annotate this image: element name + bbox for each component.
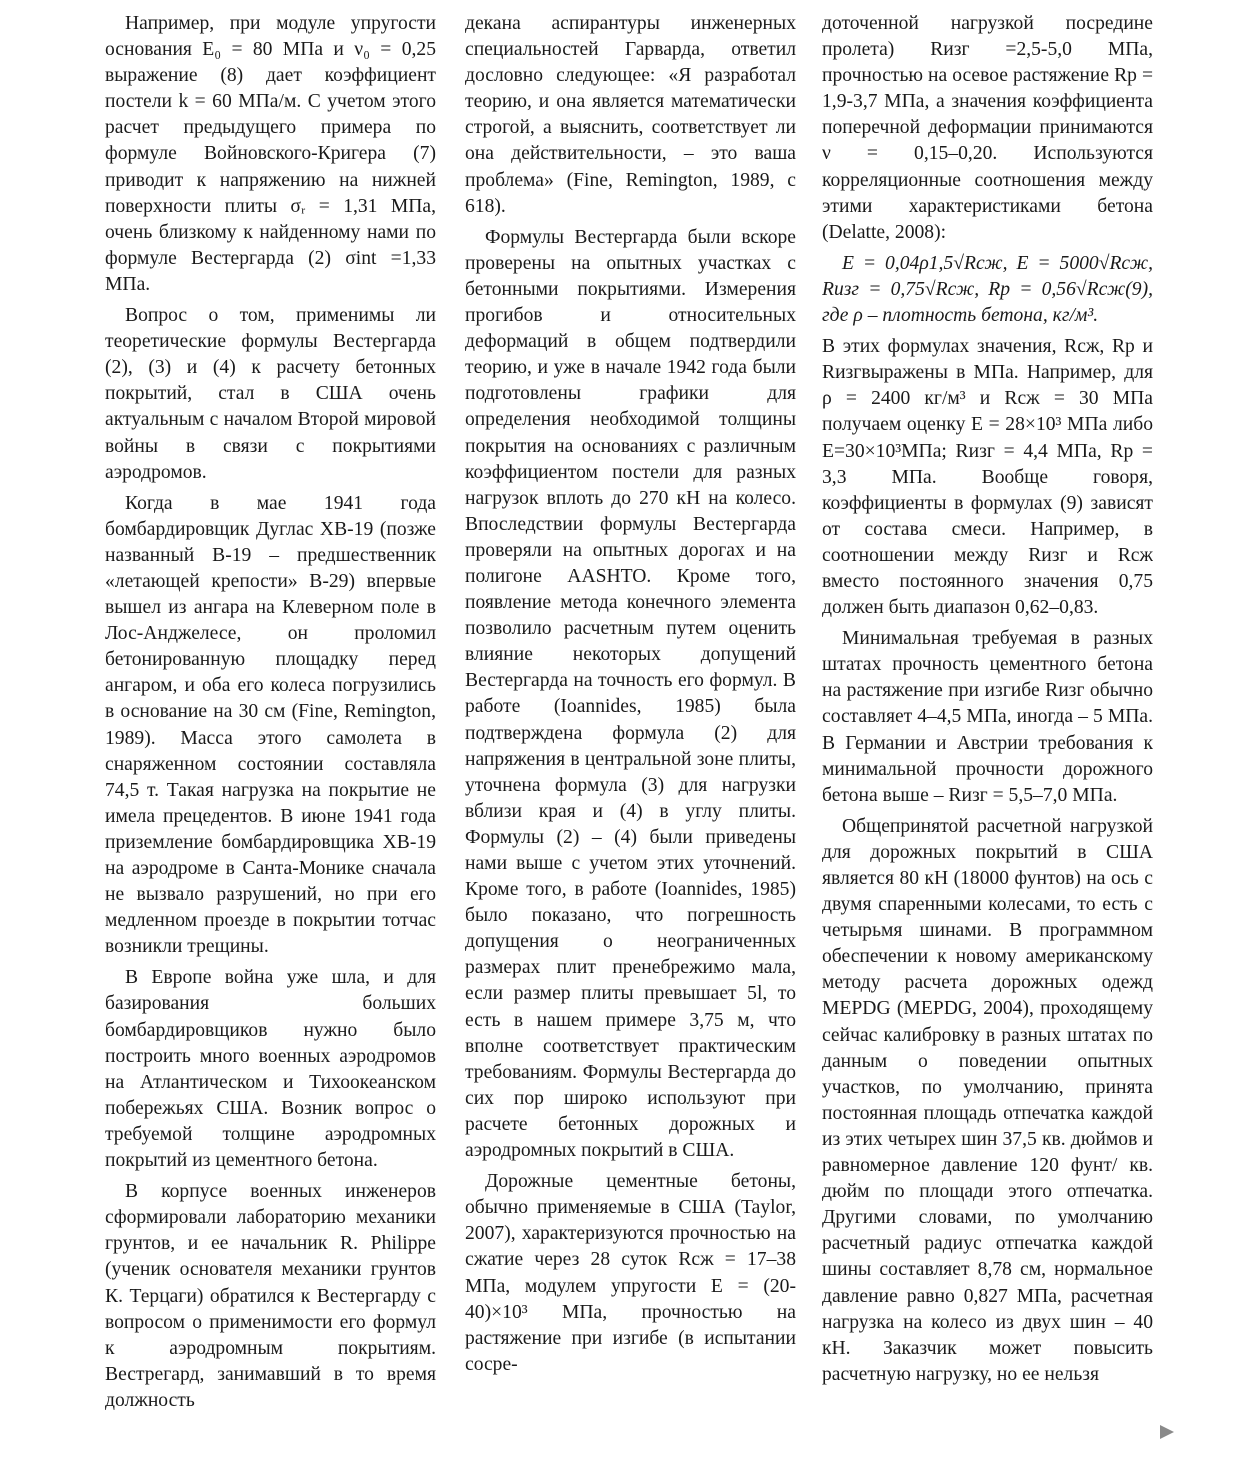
- paragraph: Дорожные цементные бетоны, обычно применяемые в США (Taylor, 2007), характеризуются прочностью на сжатие через 28 суток Rсж = 17–38 МПа, модулем упругости E = (20-40)×10³ МПа, прочностью на растяжение при изгибе (в испытании сосре-: [465, 1171, 796, 1375]
- paragraph: В Европе война уже шла, и для базирования больших бомбардировщиков нужно было построить много военных аэродромов на Атлантическом и Тихоокеанском побережьях США. Возник вопрос о требуемой толщине аэродромных покрытий из цементного бетона.: [105, 967, 436, 1172]
- continue-arrow-icon: [1160, 1425, 1174, 1439]
- paragraph: Общепринятой расчетной нагрузкой для дорожных покрытий в США является 80 кН (18000 фунтов) на ось с двумя спаренными колесами, то есть с четырьмя шинами. В программном обеспечении к новому американскому методу расчета дорожных одежд MEPDG (MEPDG, 2004), проходящему сейчас калибровку в разных штатах по данным о поведении опытных участков, по умолчанию, принята постоянная площадь отпечатка каждой из этих четырех шин 37,5 кв. дюймов и равномерное давление 120 фунт/ кв. дюйм по площади этого отпечатка. Другими словами, по умолчанию расчетный радиус отпечатка каждой шины составляет 8,78 см, нормальное давление равно 0,827 МПа, расчетная нагрузка на колесо из двух шин – 40 кН. Заказчик может повысить расчетную нагрузку, но ее нельзя: [822, 815, 1153, 1385]
- paragraph: Например, при модуле упругости основания E₀ = 80 МПа и ν₀ = 0,25 выражение (8) дает коэффициент постели k = 60 МПа/м. С учетом этого расчет предыдущего примера по формуле Войновского-Кригера (7) приводит к напряжению на нижней поверхности плиты σᵣ = 1,31 МПа, очень близкому к найденному нами по формуле Вестергарда (2) σint =1,33 МПа.: [105, 13, 436, 295]
- text-column-2: [465, 11, 796, 1463]
- text-column-1: [105, 11, 436, 1463]
- paragraph: В корпусе военных инженеров сформировали лабораторию механики грунтов, и ее начальник R. Philippe (ученик основателя механики грунтов К. Терцаги) обратился к Вестергарду с вопросом о применимости его формул к аэродромным покрытиям. Вестрегард, занимавший в то время должность: [105, 1181, 436, 1411]
- paragraph: Формулы Вестергарда были вскоре проверены на опытных участках с бетонными покрытиями. Измерения прогибов и относительных деформаций в общем подтвердили теорию, и уже в начале 1942 года были подготовлены графики для определения необходимой толщины покрытия на основаниях с различным коэффициентом постели для разных нагрузок вплоть до 270 кН на колесо. Впоследствии формулы Вестергарда проверяли на опытных дорогах и на полигоне AASHTO. Кроме того, появление метода конечного элемента позволило расчетным путем оценить влияние некоторых допущений Вестергарда на точность его формул. В работе (Ioannides, 1985) была подтверждена формула (2) для напряжения в центральной зоне плиты, уточнена формула (3) для нагрузки вблизи края и (4) в углу плиты. Формулы (2) – (4) были приведены нами выше с учетом этих уточнений. Кроме того, в работе (Ioannides, 1985) было показано, что погрешность допущения о неограниченных размерах плит пренебрежимо мала, если размер плиты превышает 5l, то есть в нашем примере 3,75 м, что вполне соответствует практическим требованиям. Формулы Вестергарда до сих пор широко используют при расчете бетонных дорожных и аэродромных покрытий в США.: [465, 226, 796, 1162]
- text-column-3: [822, 11, 1153, 1463]
- paragraph: В этих формулах значения, Rсж, Rp и Rизгвыражены в МПа. Например, для ρ = 2400 кг/м³ и Rсж = 30 МПа получаем оценку E = 28×10³ МПа либо E=30×10³МПа; Rизг = 4,4 МПа, Rp = 3,3 МПа. Вообще говоря, коэффициенты в формулах (9) зависят от состава смеси. Например, в соотношении между Rизг и Rсж вместо постоянного значения 0,75 должен быть диапазон 0,62–0,83.: [822, 336, 1153, 619]
- paragraph: Когда в мае 1941 года бомбардировщик Дуглас ХВ-19 (позже названный В-19 – предшественник «летающей крепости» В-29) впервые вышел из ангара на Клеверном поле в Лос-Анджелесе, он проломил бетонированную площадку перед ангаром, и оба его колеса погрузились в основание на 30 см (Fine, Remington, 1989). Масса этого самолета в снаряженном состоянии составляла 74,5 т. Такая нагрузка на покрытие не имела прецедентов. В июне 1941 года приземление бомбардировщика ХВ-19 на аэродроме в Санта-Монике сначала не вызвало разрушений, но при его медленном проезде в покрытии тотчас возникли трещины.: [105, 492, 436, 958]
- paragraph: декана аспирантуры инженерных специальностей Гарварда, ответил дословно следующее: «Я разработал теорию, и она является математически строгой, а выяснить, соответствует ли она действительности, – это ваша проблема» (Fine, Remington, 1989, с 618).: [465, 13, 796, 217]
- formula-paragraph: E = 0,04ρ1,5√Rсж, E = 5000√Rсж, Rизг = 0,75√Rсж, Rp = 0,56√Rсж(9), где ρ – плотность бетона, кг/м³.: [822, 252, 1153, 327]
- paragraph: Минимальная требуемая в разных штатах прочность цементного бетона на растяжение при изгибе Rизг обычно составляет 4–4,5 МПа, иногда – 5 МПа. В Германии и Австрии требования к минимальной прочности дорожного бетона выше – Rизг = 5,5–7,0 МПа.: [822, 628, 1153, 806]
- paragraph: Вопрос о том, применимы ли теоретические формулы Вестергарда (2), (3) и (4) к расчету бетонных покрытий, стал в США очень актуальным с началом Второй мировой войны в связи с покрытиями аэродромов.: [105, 305, 436, 483]
- paragraph: доточенной нагрузкой посредине пролета) Rизг =2,5-5,0 МПа, прочностью на осевое растяжение Rp = 1,9-3,7 МПа, а значения коэффициента поперечной деформации принимаются ν = 0,15–0,20. Используются корреляционные соотношения между этими характеристиками бетона (Delatte, 2008):: [822, 13, 1153, 243]
